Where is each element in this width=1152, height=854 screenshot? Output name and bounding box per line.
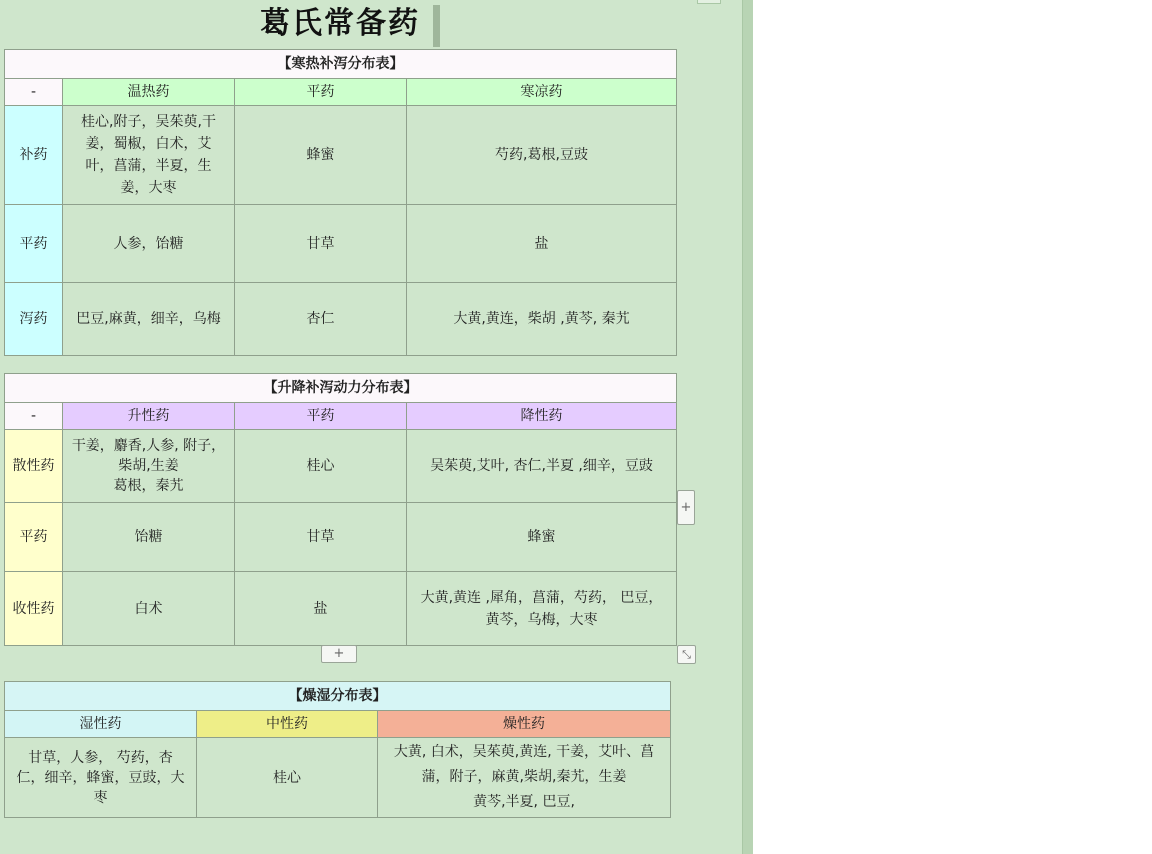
cell-line: 干姜，麝香,人参, 附子，: [71, 438, 226, 454]
table-cell[interactable]: 吴茱萸,艾叶, 杏仁,半夏 ,细辛，豆豉: [407, 430, 677, 503]
text-cursor: [433, 5, 440, 47]
cell-line: 大黄, 白术，吴茱萸,黄连, 干姜，艾叶、菖: [393, 744, 655, 760]
cell-line: 甘草，人参， 芍药，杏: [28, 749, 173, 766]
page-edge-shadow: [742, 0, 753, 854]
cell-line: 叶，菖蒲，半夏，生: [85, 158, 212, 174]
resize-handle-icon[interactable]: ⤡: [677, 645, 696, 664]
column-header-neutral[interactable]: 平药: [235, 403, 407, 430]
table-caption[interactable]: 【燥湿分布表】: [5, 682, 671, 711]
row-header-astringing[interactable]: 收性药: [5, 572, 63, 646]
table-cell[interactable]: [5, 738, 197, 818]
column-header-rising[interactable]: 升性药: [63, 403, 235, 430]
cell-line: 仁，细辛，蜂蜜，豆豉，大: [16, 769, 185, 786]
table-corner-cell[interactable]: -: [5, 403, 63, 430]
column-header-neutral[interactable]: 平药: [235, 79, 407, 106]
table-cell[interactable]: 蜂蜜: [407, 503, 677, 572]
row-header-purge[interactable]: 泻药: [5, 283, 63, 356]
table-cell[interactable]: 甘草: [235, 503, 407, 572]
table-cell[interactable]: [63, 430, 235, 503]
table-cell[interactable]: 桂心: [235, 430, 407, 503]
column-header-wet[interactable]: 湿性药: [5, 711, 197, 738]
add-column-button[interactable]: +: [677, 490, 695, 525]
row-header-tonify[interactable]: 补药: [5, 106, 63, 205]
cell-line: 蒲，附子，麻黄,柴胡,秦艽，生姜: [421, 769, 627, 785]
cell-line: 姜，大枣: [120, 180, 177, 196]
column-header-falling[interactable]: 降性药: [407, 403, 677, 430]
cell-line: 大黄,黄连 ,犀角，菖蒲，芍药， 巴豆，: [420, 589, 663, 606]
cell-line: 黄芩，乌梅，大枣: [485, 611, 598, 628]
table-cell[interactable]: 桂心: [197, 738, 378, 818]
column-header-warm[interactable]: 温热药: [63, 79, 235, 106]
page-top-tab: [697, 0, 721, 4]
table-cell[interactable]: 人参，饴糖: [63, 205, 235, 283]
cold-hot-table: [4, 49, 677, 356]
row-header-neutral[interactable]: 平药: [5, 503, 63, 572]
column-header-neutral[interactable]: 中性药: [197, 711, 378, 738]
cell-line: 柴胡,生姜: [118, 458, 179, 474]
cell-line: 姜，蜀椒，白术，艾: [85, 136, 212, 152]
cell-line: 葛根，秦艽: [113, 478, 184, 494]
table-cell[interactable]: 巴豆,麻黄，细辛，乌梅: [63, 283, 235, 356]
table-corner-cell[interactable]: -: [5, 79, 63, 106]
table-cell[interactable]: 杏仁: [235, 283, 407, 356]
table-cell[interactable]: 大黄,黄连，柴胡 ,黄芩, 秦艽: [407, 283, 677, 356]
table-cell[interactable]: 芍药,葛根,豆豉: [407, 106, 677, 205]
rise-fall-table: [4, 373, 677, 646]
cell-line: 黄芩,半夏, 巴豆,: [473, 794, 575, 810]
table-cell[interactable]: 盐: [235, 572, 407, 646]
table-cell[interactable]: 蜂蜜: [235, 106, 407, 205]
table-cell[interactable]: 饴糖: [63, 503, 235, 572]
add-row-button[interactable]: +: [321, 645, 357, 663]
row-header-dispersing[interactable]: 散性药: [5, 430, 63, 503]
table-caption[interactable]: 【寒热补泻分布表】: [5, 50, 677, 79]
column-header-dry[interactable]: 燥性药: [378, 711, 671, 738]
cell-line: 桂心,附子，吴茱萸,干: [81, 114, 216, 130]
table-cell[interactable]: [378, 738, 671, 818]
dry-wet-table: [4, 681, 671, 818]
table-cell[interactable]: 甘草: [235, 205, 407, 283]
table-cell[interactable]: [63, 106, 235, 205]
table-cell[interactable]: 白术: [63, 572, 235, 646]
document-title[interactable]: 葛氏常备药: [260, 6, 420, 41]
row-header-neutral[interactable]: 平药: [5, 205, 63, 283]
table-cell[interactable]: 盐: [407, 205, 677, 283]
cell-line: 枣: [93, 789, 108, 806]
column-header-cold[interactable]: 寒凉药: [407, 79, 677, 106]
table-caption[interactable]: 【升降补泻动力分布表】: [5, 374, 677, 403]
table-cell[interactable]: [407, 572, 677, 646]
